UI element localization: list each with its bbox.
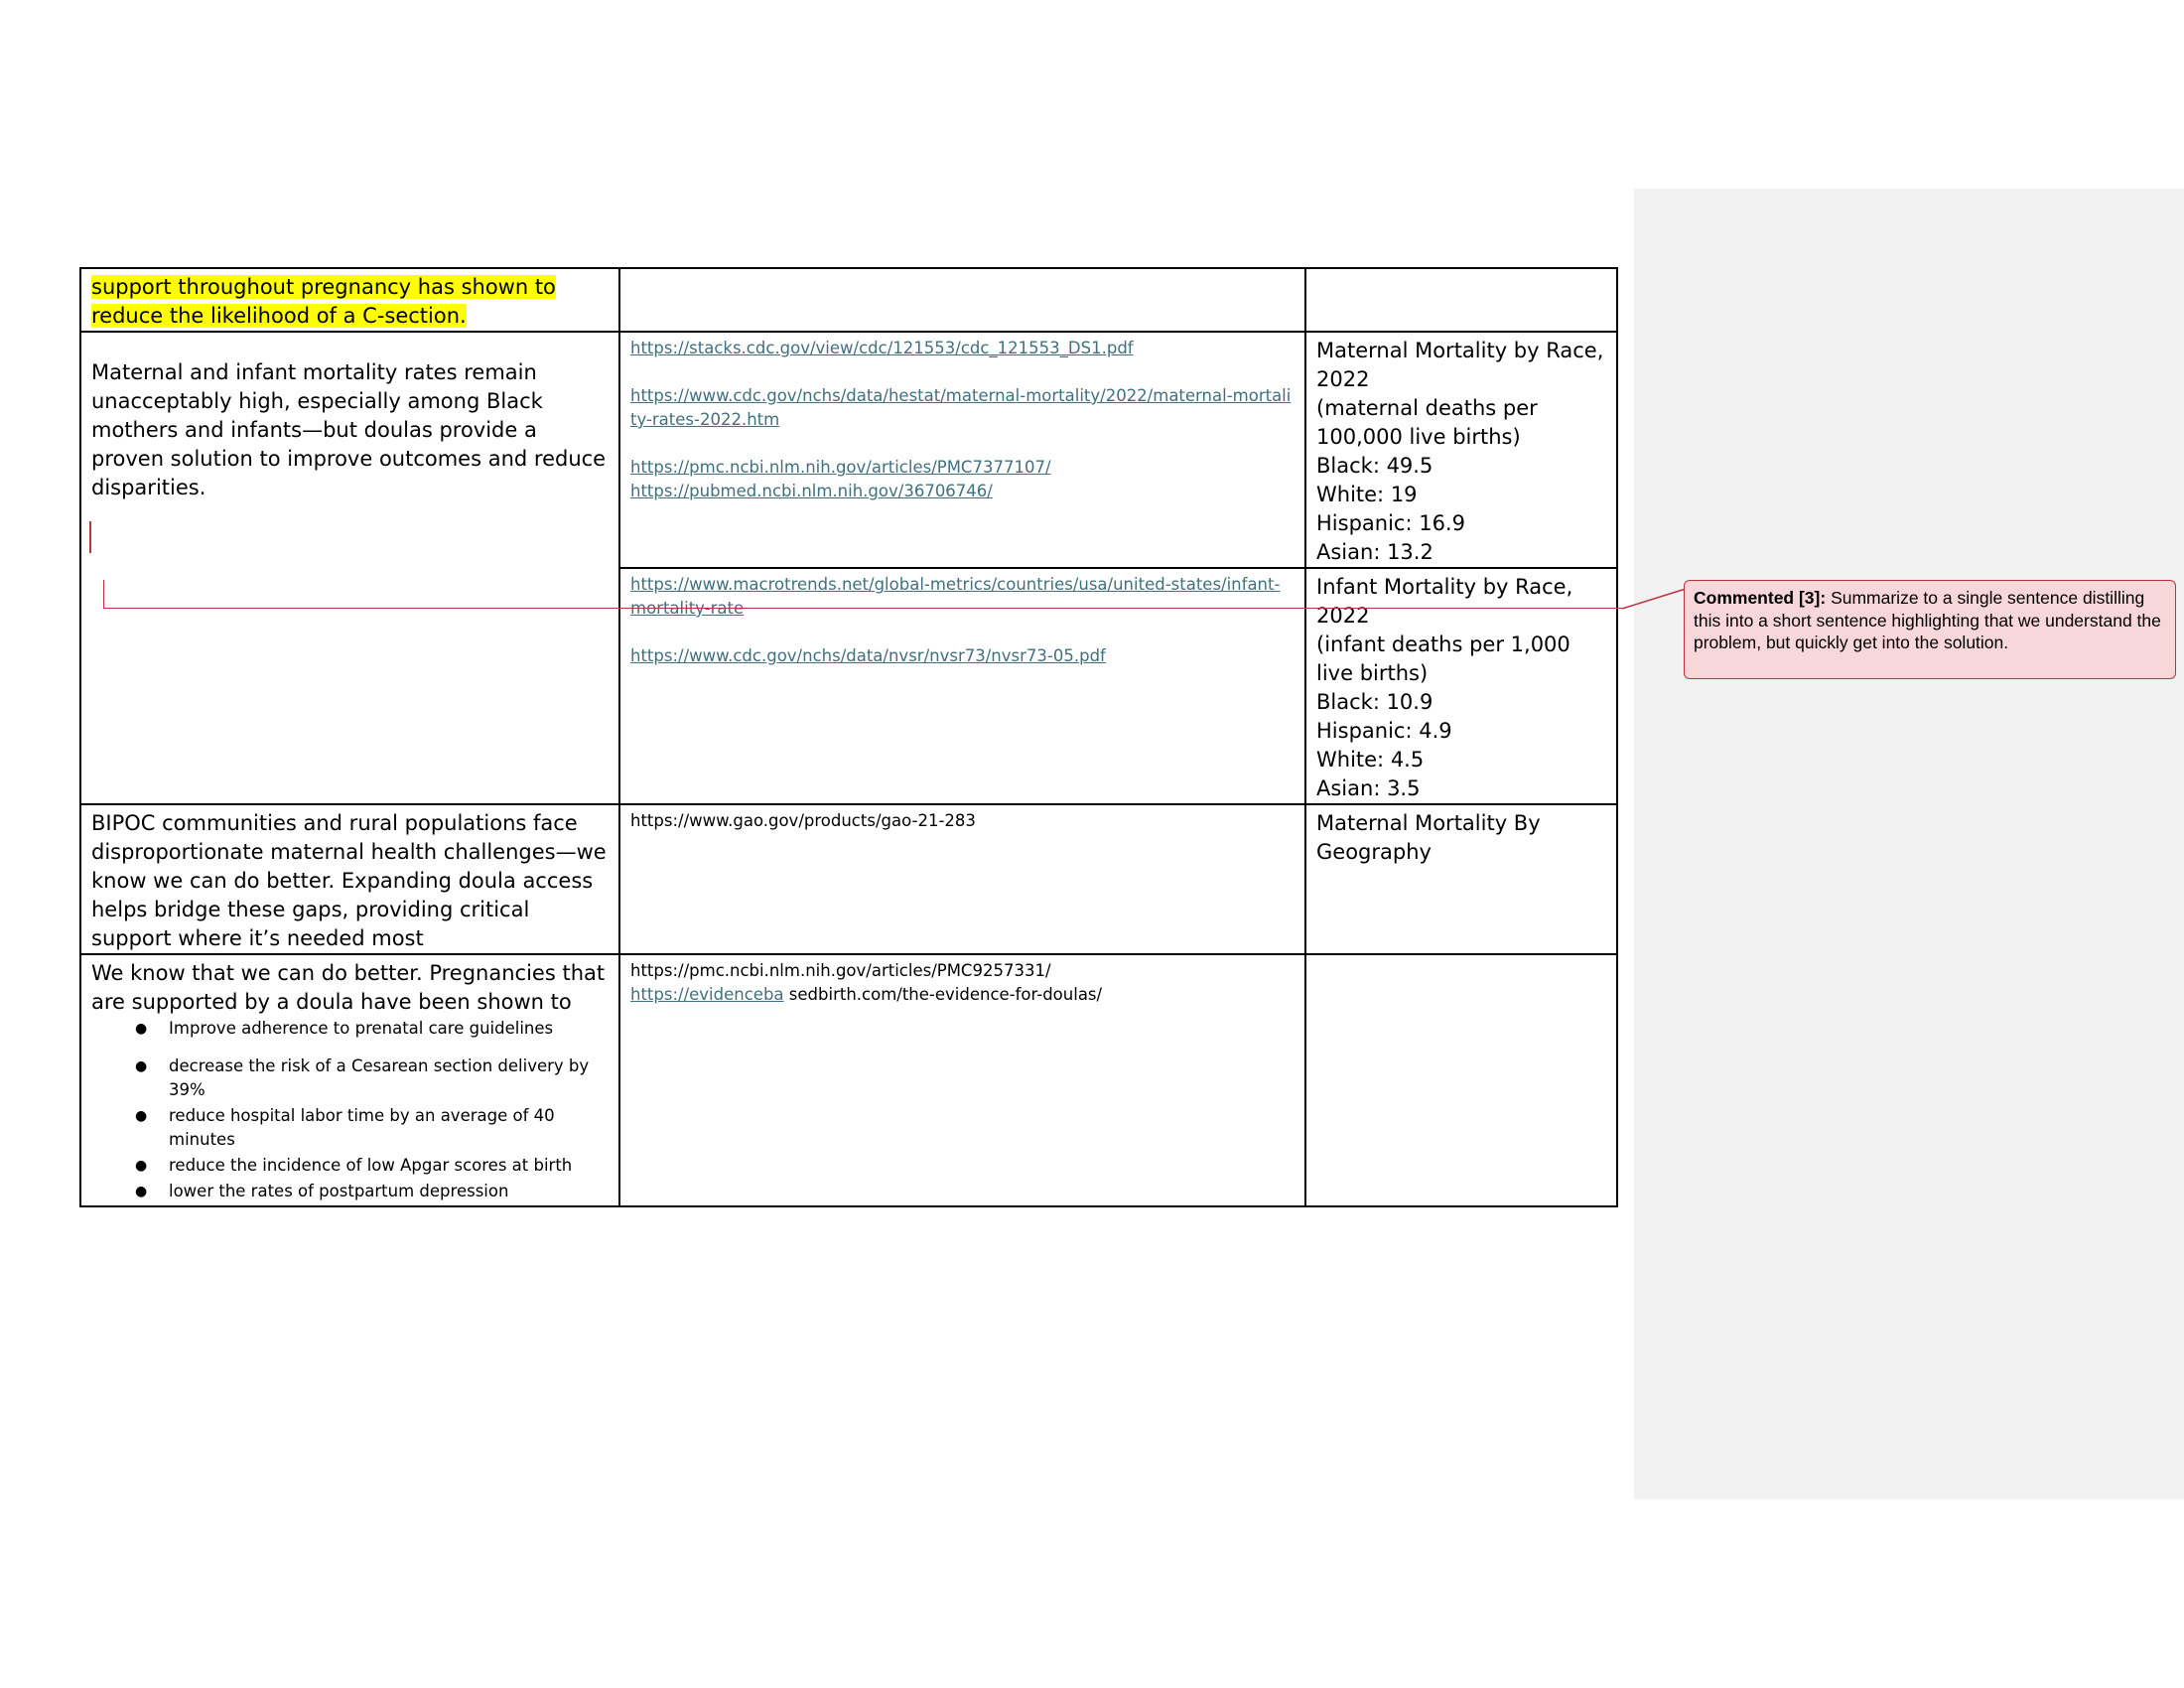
table-cell[interactable] [80,268,619,332]
list-item: ● Improve adherence to prenatal care guidelines [139,1017,609,1041]
stat-line: Black: 10.9 [1316,690,1433,714]
reference-line [630,983,1295,1007]
benefits-list [91,1017,609,1203]
comment-anchor-line [103,580,1622,609]
highlighted-text: support throughout pregnancy has shown to reduce the likelihood of a C-section. [91,275,556,328]
paragraph: BIPOC communities and rural populations face disproportionate maternal health challenges—we know we can do better. Expanding doula access helps bridge these gaps, providing critical support where it’s needed most [91,811,607,950]
table-cell[interactable] [1305,954,1617,1206]
stat-line: Asian: 13.2 [1316,540,1433,564]
stat-line: White: 19 [1316,483,1418,506]
table-cell[interactable] [1305,332,1617,568]
reference-link[interactable]: https://www.cdc.gov/nchs/data/hestat/maternal-mortality/2022/maternal-mortality-rates-2022.htm [630,386,1292,429]
stat-unit: (maternal deaths per 100,000 live births) [1316,396,1538,449]
table-row [80,268,1617,332]
stat-line: White: 4.5 [1316,748,1425,772]
stat-line: Hispanic: 16.9 [1316,511,1465,535]
table-row [80,804,1617,954]
comment-connector [1620,586,1688,612]
stat-line: Asian: 3.5 [1316,776,1421,800]
stat-line: Black: 49.5 [1316,454,1433,478]
reference-link[interactable]: https://evidenceba [630,985,784,1004]
table-cell[interactable] [80,954,619,1206]
list-item: ● lower the rates of postpartum depression [139,1180,609,1203]
table-row [80,954,1617,1206]
stat-unit: (infant deaths per 1,000 live births) [1316,633,1570,685]
stat-heading: Infant Mortality by Race, 2022 [1316,575,1573,628]
reference-url: https://pmc.ncbi.nlm.nih.gov/articles/PMC9257331/ [630,961,1051,980]
paragraph: Maternal and infant mortality rates remain unacceptably high, especially among Black mothers and infants—but doulas provide a proven solution to improve outcomes and reduce disparities. [91,360,607,499]
reference-link[interactable]: https://stacks.cdc.gov/view/cdc/121553/cdc_121553_DS1.pdf [630,339,1134,357]
stat-line: Hispanic: 4.9 [1316,719,1452,743]
table-cell[interactable] [619,954,1305,1206]
reference-text: sedbirth.com/the-evidence-for-doulas/ [783,985,1103,1004]
list-item: ● reduce the incidence of low Apgar scores at birth [139,1154,609,1178]
comment-label: Commented [3]: [1694,588,1827,608]
reference-link[interactable]: https://pmc.ncbi.nlm.nih.gov/articles/PMC7377107/ [630,458,1051,477]
table-cell[interactable] [619,268,1305,332]
reference-link[interactable]: https://pubmed.ncbi.nlm.nih.gov/36706746/ [630,482,993,500]
table-cell[interactable] [80,332,619,804]
stat-heading: Maternal Mortality by Race, 2022 [1316,339,1604,391]
paragraph: We know that we can do better. Pregnancies that are supported by a doula have been shown to [91,961,606,1014]
content-table [79,267,1618,1207]
table-row [80,332,1617,568]
table-cell[interactable] [1305,268,1617,332]
comment-pane [1634,189,2184,1499]
reference-link[interactable]: https://www.cdc.gov/nchs/data/nvsr/nvsr73/nvsr73-05.pdf [630,646,1106,665]
reference-url: https://www.gao.gov/products/gao-21-283 [630,811,976,830]
reference-link[interactable]: https://www.macrotrends.net/global-metrics/countries/usa/united-states/infant-mortality-rate [630,575,1281,618]
table-cell[interactable] [619,804,1305,954]
comment-text: Summarize to a single sentence distilling this into a short sentence highlighting that we understand the problem, but quickly get into the solution. [1694,588,2161,652]
table-cell[interactable] [1305,804,1617,954]
list-item: ● reduce hospital labor time by an average of 40 minutes [139,1104,609,1152]
table-cell[interactable] [80,804,619,954]
text-cursor [89,521,91,553]
table-cell[interactable] [619,332,1305,568]
comment-balloon[interactable] [1684,580,2176,679]
list-item: ● decrease the risk of a Cesarean section delivery by 39% [139,1055,609,1102]
stat-heading: Maternal Mortality By Geography [1316,811,1541,864]
